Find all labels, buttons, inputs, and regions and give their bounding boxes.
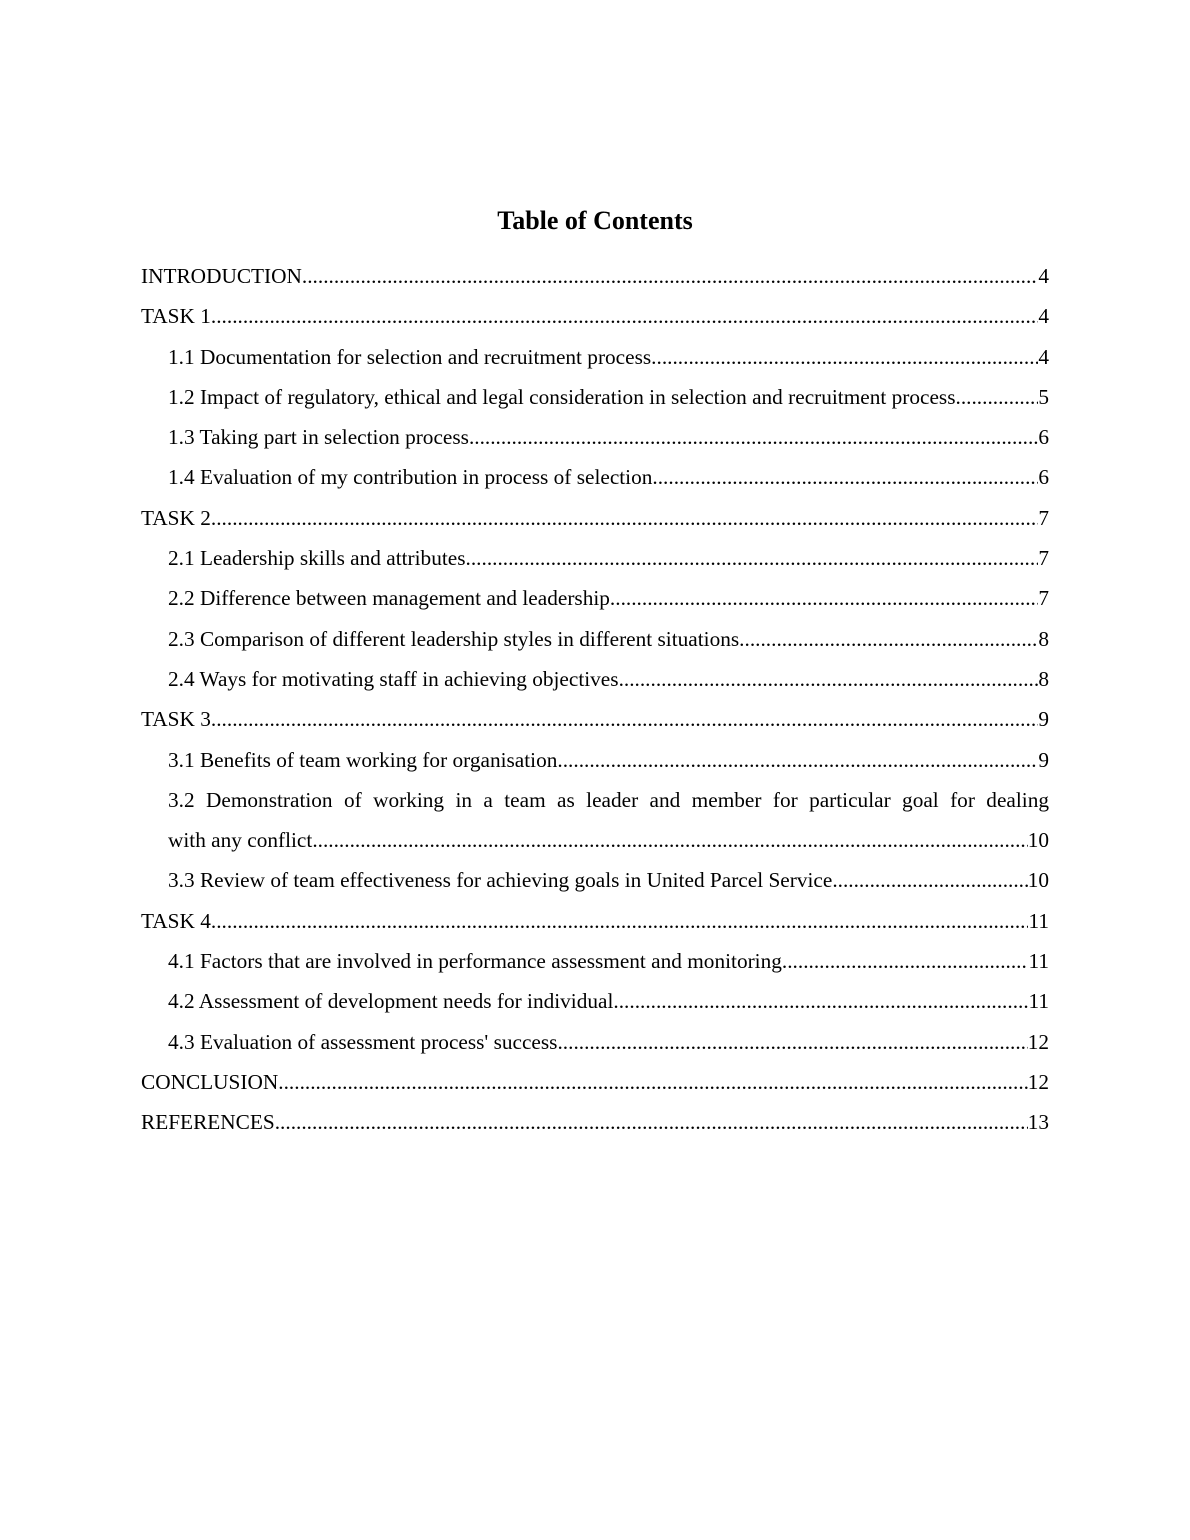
toc-entry-4-3[interactable] <box>141 1022 1049 1062</box>
toc-entry-text: REFERENCES <box>141 1110 275 1135</box>
toc-entry-text: TASK 4 <box>141 908 211 933</box>
toc-entry-text: 2.2 Difference between management and leadership <box>168 586 610 611</box>
toc-entry-4-2[interactable] <box>141 981 1049 1021</box>
toc-entry-page: 5 <box>1038 384 1049 409</box>
toc-entry-page: 11 <box>1028 949 1049 974</box>
toc-dot-leader <box>651 337 1038 377</box>
toc-dot-leader <box>557 740 1038 780</box>
toc-entry-1-1[interactable] <box>141 337 1049 377</box>
toc-entry-text: with any conflict <box>168 828 313 853</box>
toc-entry-text: 2.3 Comparison of different leadership styles in different situations <box>168 626 740 651</box>
toc-entry-page: 9 <box>1038 707 1049 732</box>
toc-entry-text: INTRODUCTION <box>141 264 302 288</box>
toc-entry-page: 11 <box>1028 908 1049 933</box>
toc-title: Table of Contents <box>497 206 693 235</box>
toc-entry-task-3[interactable] <box>141 699 1049 739</box>
toc-dot-leader <box>312 820 1027 860</box>
toc-entry-page: 6 <box>1038 425 1049 450</box>
toc-entry-page: 12 <box>1027 1069 1049 1094</box>
toc-entry-text: 3.3 Review of team effectiveness for achieving goals in United Parcel Service <box>168 868 833 893</box>
toc-entry-page: 7 <box>1038 546 1049 571</box>
toc-entry-page: 11 <box>1028 989 1049 1014</box>
toc-entry-text: 2.1 Leadership skills and attributes <box>168 546 466 571</box>
toc-dot-leader <box>619 659 1039 699</box>
toc-entry-3-1[interactable] <box>141 740 1049 780</box>
toc-entry-text: 4.2 Assessment of development needs for individual <box>168 989 614 1014</box>
toc-entry-text: 4.3 Evaluation of assessment process' success <box>168 1029 558 1054</box>
toc-entry-3-2[interactable] <box>141 780 1049 820</box>
toc-dot-leader <box>211 296 1038 336</box>
toc-entry-1-2[interactable] <box>141 377 1049 417</box>
toc-entry-1-3[interactable] <box>141 417 1049 457</box>
toc-entry-text: 3.2 Demonstration of working in a team as leader and member for particular goal for dealing <box>168 787 1049 812</box>
toc-dot-leader <box>278 1062 1027 1102</box>
toc-dot-leader <box>782 941 1029 981</box>
toc-entry-introduction[interactable] <box>141 256 1049 296</box>
toc-entry-page: 9 <box>1038 747 1049 772</box>
toc-entry-task-4[interactable] <box>141 901 1049 941</box>
toc-entry-2-4[interactable] <box>141 659 1049 699</box>
toc-entry-text: 4.1 Factors that are involved in performance assessment and monitoring <box>168 949 782 974</box>
toc-dot-leader <box>832 860 1027 900</box>
toc-entry-2-1[interactable] <box>141 538 1049 578</box>
toc-entry-conclusion[interactable] <box>141 1062 1049 1102</box>
toc-dot-leader <box>613 981 1028 1021</box>
toc-entry-page: 10 <box>1027 828 1049 853</box>
toc-entry-page: 7 <box>1038 505 1049 530</box>
toc-dot-leader <box>275 1102 1028 1142</box>
toc-entry-3-2-continued[interactable] <box>141 820 1049 860</box>
toc-entry-page: 7 <box>1038 586 1049 611</box>
toc-entry-page: 13 <box>1027 1110 1049 1135</box>
toc-dot-leader <box>956 377 1039 417</box>
toc-dot-leader <box>211 699 1038 739</box>
toc-entry-task-2[interactable] <box>141 498 1049 538</box>
toc-entry-text: CONCLUSION <box>141 1069 279 1094</box>
toc-entry-text: TASK 2 <box>141 505 211 530</box>
toc-dot-leader <box>557 1022 1027 1062</box>
toc-dot-leader <box>466 538 1039 578</box>
toc-entry-text: 1.2 Impact of regulatory, ethical and legal consideration in selection and recruitment process <box>168 384 956 409</box>
toc-entry-text: 1.4 Evaluation of my contribution in process of selection <box>168 465 653 490</box>
toc-entry-task-1[interactable] <box>141 296 1049 336</box>
toc-entry-page: 4 <box>1038 344 1049 369</box>
toc-entry-page: 4 <box>1038 264 1049 288</box>
toc-entry-2-3[interactable] <box>141 619 1049 659</box>
toc-entry-text: TASK 1 <box>141 304 211 329</box>
toc-entry-text: 1.3 Taking part in selection process <box>168 425 469 450</box>
toc-entry-text: 3.1 Benefits of team working for organisation <box>168 747 558 772</box>
toc-entry-page: 8 <box>1038 626 1049 651</box>
toc-entry-page: 4 <box>1038 304 1049 329</box>
toc-entry-4-1[interactable] <box>141 941 1049 981</box>
toc-entry-2-2[interactable] <box>141 578 1049 618</box>
toc-dot-leader <box>739 619 1038 659</box>
toc-dot-leader <box>652 457 1038 497</box>
toc-entry-text: 2.4 Ways for motivating staff in achieving objectives <box>168 666 619 691</box>
toc-dot-leader <box>211 901 1029 941</box>
toc-entry-page: 8 <box>1038 666 1049 691</box>
toc-entry-references[interactable] <box>141 1102 1049 1142</box>
toc-entry-page: 12 <box>1027 1029 1049 1054</box>
toc-entry-text: 1.1 Documentation for selection and recruitment process <box>168 344 652 369</box>
toc-entry-page: 6 <box>1038 465 1049 490</box>
toc-entry-page: 10 <box>1027 868 1049 893</box>
toc-entry-text: TASK 3 <box>141 707 211 732</box>
toc-entry-3-3[interactable] <box>141 860 1049 900</box>
toc-entry-1-4[interactable] <box>141 457 1049 497</box>
toc-dot-leader <box>211 498 1038 538</box>
toc-dot-leader <box>302 256 1038 296</box>
toc-list <box>141 256 1049 1143</box>
toc-dot-leader <box>610 578 1038 618</box>
toc-dot-leader <box>469 417 1038 457</box>
